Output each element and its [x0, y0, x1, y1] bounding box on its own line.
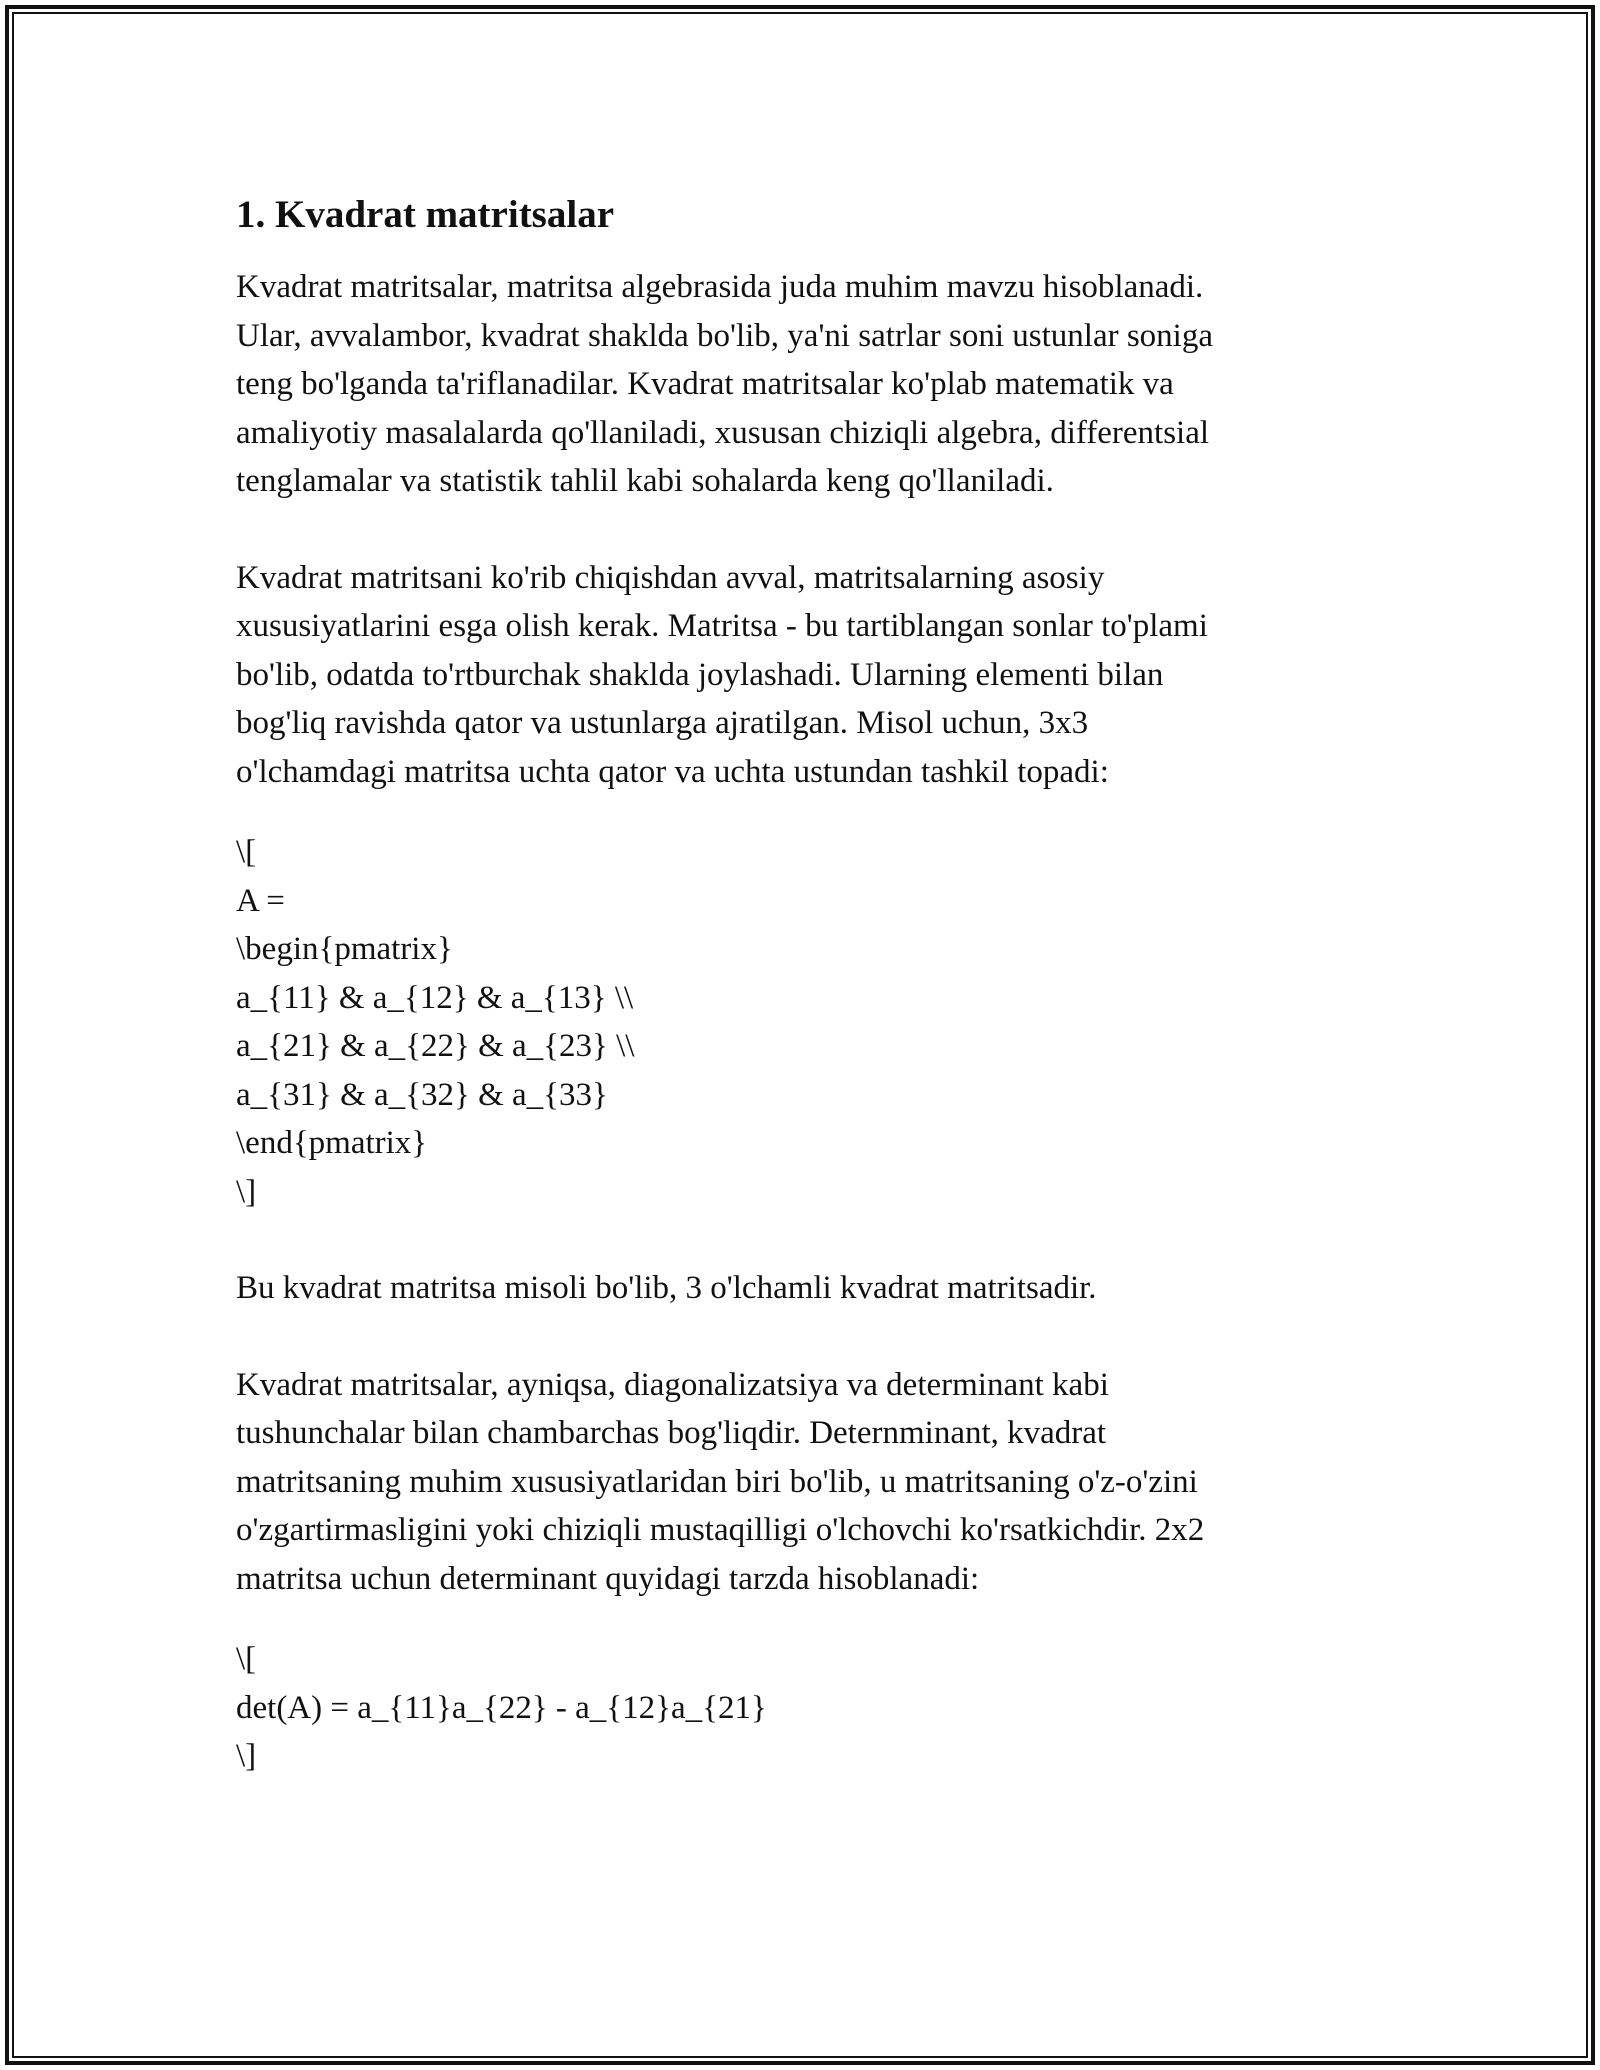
formula-line: a_{11} & a_{12} & a_{13} \\	[236, 979, 634, 1016]
section-heading: 1. Kvadrat matritsalar	[236, 193, 615, 236]
formula-line: \[	[236, 834, 257, 870]
formula-determinant	[236, 1635, 1366, 1781]
formula-line: A =	[236, 882, 285, 919]
formula-line: \]	[236, 1738, 257, 1774]
spacer	[236, 1313, 1366, 1361]
spacer	[236, 1216, 1366, 1264]
formula-line: \begin{pmatrix}	[236, 931, 453, 967]
spacer	[236, 506, 1366, 554]
formula-line: a_{31} & a_{32} & a_{33}	[236, 1076, 608, 1113]
paragraph-example-note: Bu kvadrat matritsa misoli bo'lib, 3 o'lchamli kvadrat matritsadir.	[236, 1270, 1097, 1306]
spacer	[236, 1603, 1366, 1635]
formula-line: det(A) = a_{11}a_{22} - a_{12}a_{21}	[236, 1689, 767, 1726]
formula-line: \end{pmatrix}	[236, 1125, 428, 1161]
formula-line: a_{21} & a_{22} & a_{23} \\	[236, 1028, 635, 1064]
spacer	[236, 796, 1366, 828]
document-content	[236, 187, 1366, 1781]
paragraph-intro: Kvadrat matritsalar, matritsa algebrasida juda muhim mavzu hisoblanadi. Ular, avvalambor, kvadrat shaklda bo'lib, ya'ni satrlar soni ustunlar soniga teng bo'lganda ta'riflanadilar. Kvadrat matritsalar ko'plab matematik va amaliyotiy masalalarda qo'llaniladi, xususan chiziqli algebra, differentsial tenglamalar va statistik tahlil kabi sohalarda keng qo'llaniladi.	[236, 269, 1213, 499]
formula-matrix-a	[236, 828, 1366, 1216]
paragraph-matrix-basics: Kvadrat matritsani ko'rib chiqishdan avval, matritsalarning asosiy xususiyatlarini esga olish kerak. Matritsa - bu tartiblangan sonlar to'plami bo'lib, odatda to'rtburchak shaklda joylashadi. Ularning elementi bilan bog'liq ravishda qator va ustunlarga ajratilgan. Misol uchun, 3x3 o'lchamdagi matritsa uchta qator va uchta ustundan tashkil topadi:	[236, 559, 1208, 790]
formula-line: \]	[236, 1173, 257, 1210]
formula-line: \[	[236, 1641, 257, 1677]
paragraph-determinant: Kvadrat matritsalar, ayniqsa, diagonalizatsiya va determinant kabi tushunchalar bilan chambarchas bog'liqdir. Deternminant, kvadrat matritsaning muhim xususiyatlaridan biri bo'lib, u matritsaning o'z-o'zini o'zgartirmasligini yoki chiziqli mustaqilligi o'lchovchi ko'rsatkichdir. 2x2 matritsa uchun determinant quyidagi tarzda hisoblanadi:	[236, 1366, 1205, 1597]
